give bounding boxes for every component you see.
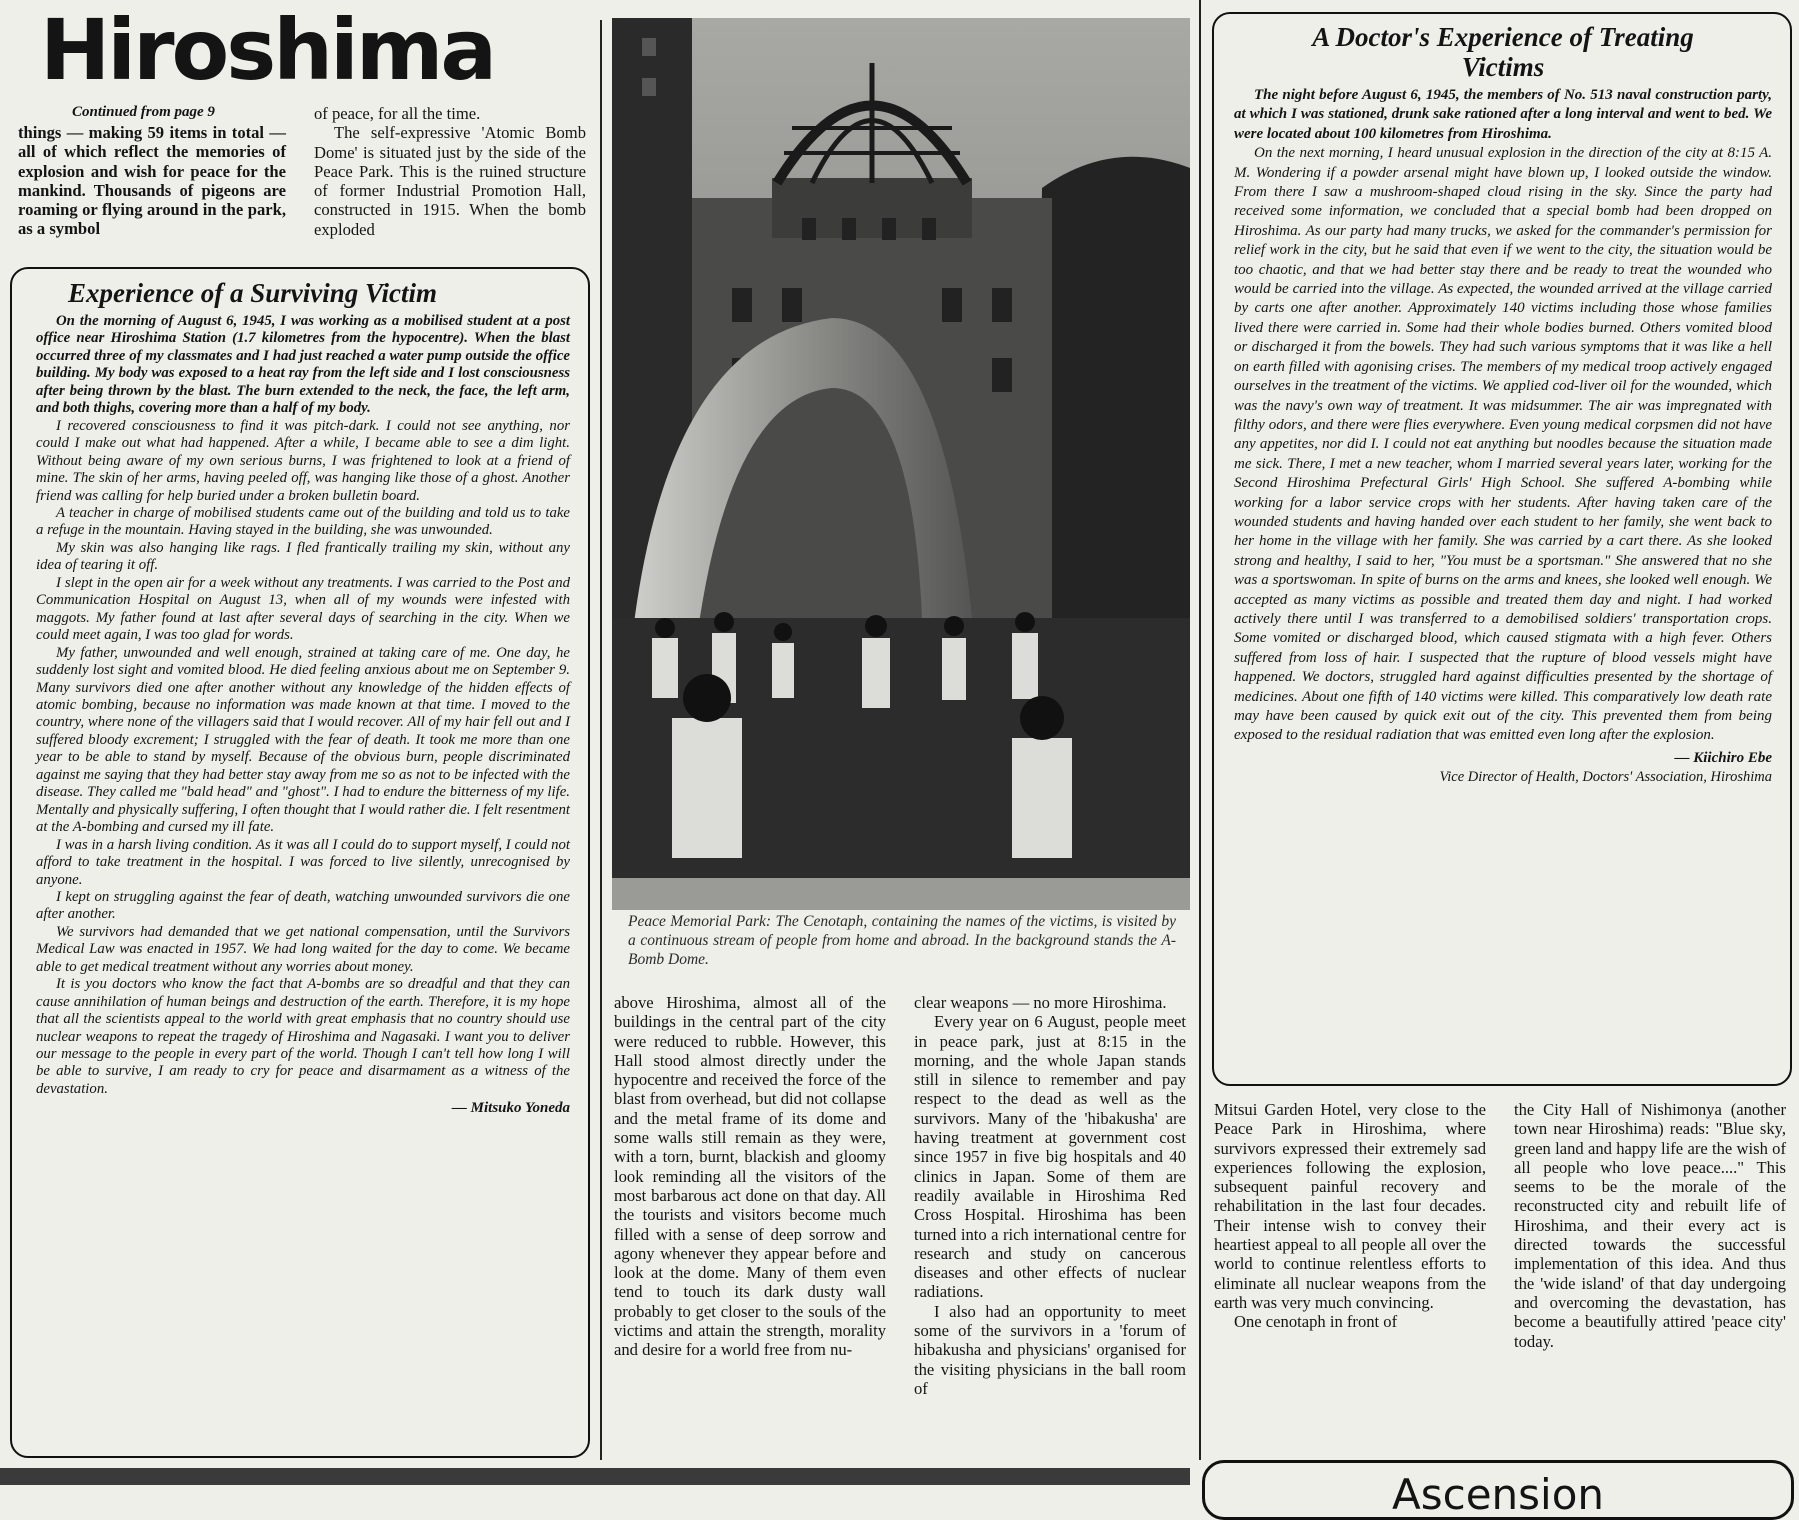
intro-col1-paragraph: things — making 59 items in total — all of which reflect the memories of explosion and wish for peace for the mankind. Thousands of pigeons are roaming or flying around in the park, as a symbol [18, 123, 286, 239]
victim-signature: — Mitsuko Yoneda [451, 1100, 570, 1117]
body-paragraph: I also had an opportunity to meet some of the survivors in a 'forum of hibakusha and physicians' organised for the visiting physicians in the ball room of [914, 1301, 1186, 1398]
victim-paragraph: We survivors had demanded that we get national compensation, until the Survivors Medical Law was enacted in 1957. We had long waited for the day to come. We became able to get medical treatment without any worries about money. [36, 923, 570, 975]
surviving-victim-box [10, 267, 590, 1458]
body-column-c [1214, 1100, 1486, 1332]
body-paragraph: clear weapons — no more Hiroshima. [914, 993, 1167, 1012]
body-paragraph: above Hiroshima, almost all of the buildings in the central part of the city were reduced to rubble. However, this Hall stood almost directly under the hypocentre and received the force of the blast from overhead, but did not collapse and the metal frame of its dome and some walls still remain as they were, with a torn, burnt, blackish and gloomy look reminding all the visitors of the most barbarous act done on that day. All the tourists and visitors become much filled with a sense of deep sorrow and agony whenever they appear before and look at the dome. Many of them even tend to touch its dark dusty wall probably to get closer to the souls of the victims and attain the strength, morality and desire for a world free from nu- [614, 993, 886, 1360]
body-column-a [614, 993, 886, 1360]
doctor-experience-box [1212, 12, 1792, 1086]
victim-paragraph: My skin was also hanging like rags. I fled frantically trailing my skin, without any idea of tearing it off. [36, 539, 570, 574]
intro-column-1 [18, 123, 286, 239]
peace-park-photo [612, 18, 1190, 910]
victim-paragraph: I recovered consciousness to find it was pitch-dark. I could not see anything, nor could I make out what had happened. After a while, I became able to see a dim light. Without being aware of my own serious burns, I was frightened to look at a friend of mine. The skin of her arms, having peeled off, was hanging like those of a ghost. Another friend was calling for help buried under a broken bulletin board. [36, 417, 570, 504]
victim-paragraph: It is you doctors who know the fact that A-bombs are so dreadful and that they can cause annihilation of human beings and destruction of the earth. Therefore, it is my hope that all the scientists appeal to the world with great emphasis that no country should use nuclear weapons to repeat the tragedy of Hiroshima and Nagasaki. I want you to deliver our message to the people in every part of the world. Though I can't tell how long I will be able to survive, I am ready to cry for peace and disarmament as a witness of the devastation. [36, 976, 570, 1097]
column-rule [1199, 0, 1201, 1460]
victim-paragraph: A teacher in charge of mobilised students came out of the building and told us to take a refuge in the mountain. Having stayed in the building, she was unwounded. [36, 504, 570, 539]
photo-caption: Peace Memorial Park: The Cenotaph, containing the names of the victims, is visited by a continuous stream of people from home and abroad. In the background stands the A-Bomb Dome. [628, 913, 1176, 968]
body-paragraph: One cenotaph in front of [1234, 1312, 1398, 1332]
doctor-paragraph: On the next morning, I heard unusual explosion in the direction of the city at 8:15 A. M. Wondering if a powder arsenal might have blown up, I looked outside the window. From there I saw a mushroom-shaped cloud rising in the sky. Since the party had received some information, we concluded that a special bomb had been dropped on Hiroshima. As our party had many trucks, we asked for the commander's permission for relief work in the city, but he said that even if we went to the city, the situation would be too chaotic, and that we had better stay there and be ready to treat the wounded who would be carried into the village. As expected, the wounded arrived at the village carried by carts one after another. Approximately 140 victims including those whose families lived there were carried in. Some had their whole bodies burned. Others vomited blood or discharged it from the bowels. They had such various symptoms that it was like a hell on earth filled with agonising crises. The members of my medical troop actively engaged ourselves in the treatment of the victims. We applied cod-liver oil for the wounded, which was the navy's own way of treatment. It was midsummer. The air was impregnated with filthy odors, and there were flies everywhere. Even young medical corpsmen did not have any appetites, nor did I. I could not eat anything but noodles because the situation made me sick. There, I met a new teacher, whom I married several years later, working for the Second Hiroshima Prefectural Girls' High School. She suffered A-bombing while working for a labor service crops with her students. After having taken care of the wounded students and having handed over each student to her family, she went back to her home in the village with her family. She was carried by a cart there. As she looked strong and healthy, I said to her, "You must be a sportsman." She answered that no she was a sportswoman. In spite of burns on the arms and knees, she looked well enough. We accepted as many victims as possible and treated them day and night. I had worked actively there until I was transferred to a demobilised soldiers' transportation crops. Some vomited or discharged blood, which caused stigmata with a high fever. Others suffered from loss of hair. I suspected that the rupture of blood vessels might have happened. We doctors, struggled hard against difficulties presented by the shortage of medicines. About one fifth of 140 victims were killed. This comparatively low death rate may have been caused by quick exit out of the city. This prevented them from being exposed to the residual radiation that was emitted even long after the explosion. [1234, 145, 1772, 744]
body-column-b [914, 993, 1186, 1398]
intro-column-2 [314, 104, 586, 239]
body-paragraph: Every year on 6 August, people meet in peace park, just at 8:15 in the morning, and the whole Japan stands still in silence to remember and pay respect to the dead as well as the survivors. Many of the 'hibakusha' are having treatment at government cost since 1957 in five big hospitals and 40 clinics in Japan. Some of them are readily available in Hiroshima Red Cross Hospital. Hiroshima has been turned into a rich international centre for research and study on cancerous diseases and other effects of nuclear radiations. [914, 1012, 1186, 1302]
victim-paragraph: I slept in the open air for a week without any treatments. I was carried to the Post and Communication Hospital on August 13, when all of my wounds were infested with maggots. My father found at last after several days of searching in the city. When we could meet again, I was too glad for words. [36, 574, 570, 644]
body-column-d [1514, 1100, 1786, 1351]
next-article-title: Ascension [1391, 1470, 1605, 1519]
continued-note: Continued from page 9 [72, 104, 215, 120]
victim-paragraph: On the morning of August 6, 1945, I was working as a mobilised student at a post office near Hiroshima Station (1.7 kilometres from the hypocentre). When the blast occurred three of my classmates and I had just reached a water pump outside the office building. My body was exposed to a heat ray from the left side and I lost consciousness after being thrown by the blast. The burn extended to the neck, the face, the left arm, and both thighs, covering more than a half of my body. [36, 313, 570, 417]
victim-paragraph: I kept on struggling against the fear of death, watching unwounded survivors die one after another. [36, 888, 570, 923]
doctor-box-title: A Doctor's Experience of Treating Victims [1312, 22, 1694, 82]
body-paragraph: the City Hall of Nishimonya (another town near Hiroshima) reads: "Blue sky, green land and happy life are the wish of all people who love peace...." This seems to be the morale of the reconstructed city and rebuilt life of Hiroshima, and their every act is directed towards the successful implementation of this idea. And thus the 'wide island' of that day undergoing and overcoming the devastation, has become a beautifully attired 'peace city' today. [1514, 1100, 1786, 1351]
bottom-banner [0, 1468, 1190, 1485]
victim-paragraph: I was in a harsh living condition. As it was all I could do to support myself, I could not afford to take treatment in the hospital. I was forced to live silently, unrecognised by anyone. [36, 836, 570, 888]
column-rule [600, 20, 602, 1460]
body-paragraph: Mitsui Garden Hotel, very close to the Peace Park in Hiroshima, where survivors expressed their extremely sad experiences following the explosion, subsequent painful recovery and rehabilitation in the last four decades. Their intense wish to convey their heartiest appeal to all people all over the world to continue relentless efforts to eliminate all nuclear weapons from the earth was very much convincing. [1214, 1100, 1486, 1312]
victim-paragraph: My father, unwounded and well enough, strained at taking care of me. One day, he suddenly lost sight and vomited blood. He died feeling anxious about me on September 9. Many survivors died one after another without any knowledge of the hidden effects of atomic bombing, because no information was made known at that time. I moved to the country, where none of the villagers said that I would recover. All of my hair fell out and I suffered bloody excrement; I struggled with the fear of death. It took me more than one year to be able to stand by myself. Because of the obvious burn, people discriminated against me saying that they had better stay away from me so as not to be infected with the disease. They called me "bald head" and "ghost". I had to endure the bitterness of my life. Mentally and physically suffering, I often thought that I would rather die. I felt resentment at the A-bombing and cursed my ill fate. [36, 644, 570, 836]
photo [612, 18, 1190, 910]
next-article-box [1202, 1460, 1794, 1520]
doctor-paragraph: The night before August 6, 1945, the members of No. 513 naval construction party, at which I was stationed, drunk sake rationed after a long interval and went to bed. We were located about 100 kilometres from Hiroshima. [1234, 87, 1772, 142]
page-title: Hiroshima [40, 1, 495, 99]
doctor-story [1234, 86, 1772, 746]
victim-box-title: Experience of a Surviving Victim [68, 278, 437, 308]
victim-story [36, 313, 570, 1098]
doctor-signature: — Kiichiro Ebe [1674, 749, 1772, 766]
intro-col2-paragraph: of peace, for all the time. [314, 104, 481, 123]
intro-col2-paragraph: The self-expressive 'Atomic Bomb Dome' is situated just by the side of the Peace Park. This is the ruined structure of former Industrial Promotion Hall, constructed in 1915. When the bomb exploded [314, 123, 586, 239]
doctor-affiliation: Vice Director of Health, Doctors' Association, Hiroshima [1439, 768, 1772, 785]
